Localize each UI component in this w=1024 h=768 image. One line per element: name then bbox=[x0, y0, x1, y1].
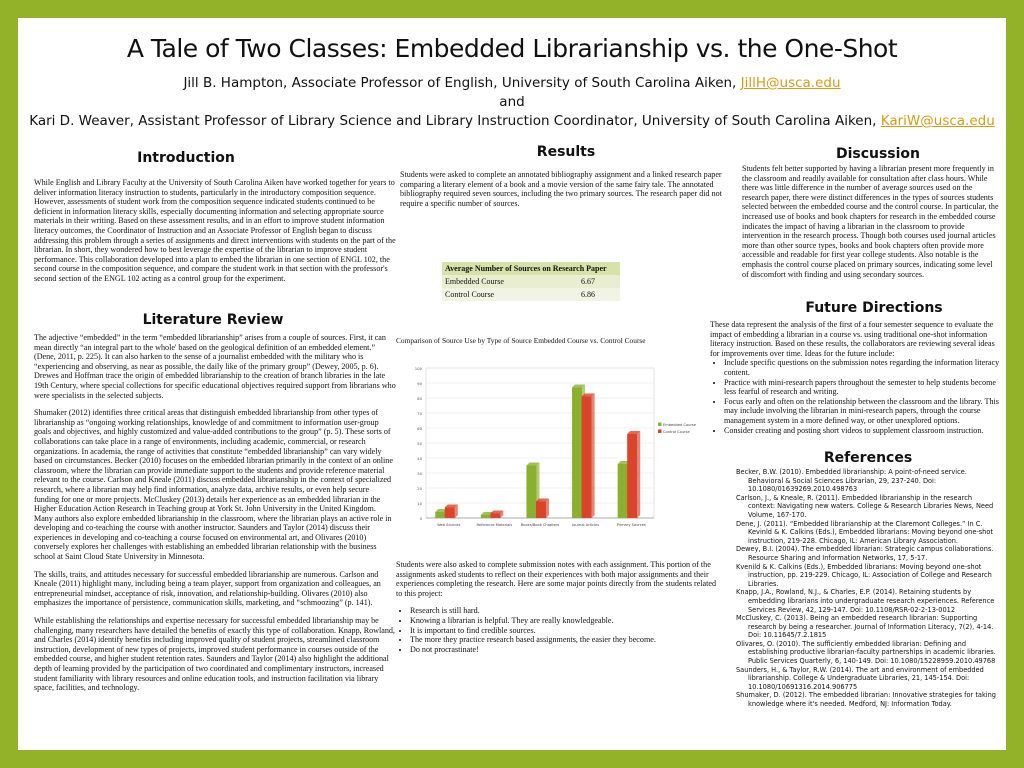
literature-paragraph-1: The adjective “embedded” in the term “embedded librarianship” arises from a couple of sources. First, it can mean directly “an integral part to the whole' based on the geological definition of an embedded element.” (Dene, 2011, p. 225). It can also harken to the sense of a journalist embedded with the military who is “experiencing and observing, as near as possible, the daily like of the primary group” (Dewey, 2005, p. 6). Drewes and Hoffman trace the origin of embedded librarianship to the creation of branch libraries in the late 19th Century, where special collections for specific educational objectives required support from librarians who were specialists in the selected subjects. bbox=[34, 333, 396, 400]
bar-side bbox=[546, 499, 549, 519]
list-item: • Knowing a librarian is helpful. They are really knowledgeable. bbox=[410, 616, 722, 626]
bar bbox=[445, 508, 455, 519]
bar-side bbox=[637, 431, 640, 518]
reference-item: Saunders, H., & Taylor, R.W. (2014). The art and environment of embedded librarianship. College & Undergraduate Libraries, 21, 145-154. Doi: 10.1080/10691316.2014.906775 bbox=[736, 665, 984, 691]
future-intro: These data represent the analysis of the first of a four semester sequence to evaluate the impact of embedding a librarian in a course vs. using traditional one-shot information literacy instruction. Based on these results, the collaborators are reviewing several ideas for improvements over time. Ideas for the future include: bbox=[710, 320, 995, 358]
literature-paragraph-2: Shumaker (2012) identifies three critical areas that distinguish embedded librarianship from other types of librarianship as “ongoing working relationships, knowledge of and commitment to information user-group goals and objectives, and highly customized and value-added contributions to the group” (p. 5). These sorts of collaborations can take place in a range of environments, including academic, commercial, or research organizations. In academia, the range of activities that constitute “embedded librarianship” can vary widely based on circumstances. Becker (2010) focuses on the embedded librarian primarily in the context of an online classroom, where the librarian can provide immediate support to the students and provide reference material relevant to the course. Carlson and Kneale (2011) discuss embedded librarianship in the context of specialized research, where a librarian may help find information, analyze data, archive results, or even help secure funding for one or more projects. McCluskey (2013) details her experience as an embedded librarian in the Higher Education Action Research in Teaching group at York St. John University in the United Kingdom. Many authors also explore embedded librarianship in the classroom, where the librarian plays an active role in developing and co-teaching the course with another instructor. Saunders and Taylor (2014) discuss their experiences in developing and co-teaching a course focused on environmental art, and Olivares (2010) conversely explores her challenges with establishing an embedded librarian relationship with the business school at Saint Cloud State University in Minnesota. bbox=[34, 408, 393, 562]
bar bbox=[627, 434, 637, 518]
and-text: and bbox=[499, 94, 525, 110]
references-list bbox=[736, 468, 998, 709]
y-tick-label: 50 bbox=[417, 441, 422, 446]
bar bbox=[526, 466, 536, 519]
table-header-row bbox=[442, 262, 620, 275]
list-item: • Practice with mini-research papers throughout the semester to help students become less fearful of research and writing. bbox=[724, 378, 1002, 397]
reference-item: Carlson, J., & Kneale, R. (2011). Embedded librarianship in the research context: Navigating new waters. College & Research Libraries News, Need Volume, 167-170. bbox=[736, 493, 994, 519]
table-cell-label: Control Course bbox=[445, 290, 495, 299]
y-tick-label: 30 bbox=[417, 471, 422, 476]
list-item: • Include specific questions on the submission notes regarding the information literacy content. bbox=[724, 358, 1002, 377]
reference-item: Shumaker, D. (2012). The embedded librarian: Innovative strategies for taking knowledge where it's needed. Medford, NJ: Information Today. bbox=[736, 691, 996, 709]
list-item: • The more they practice research based assignments, the easier they become. bbox=[410, 635, 722, 645]
reference-item: Dene, J. (2011). “Embedded librarianship at the Claremont Colleges.” In C. Kevinld & K. Calkins (Eds.), Embedded librarians: Moving beyond one-shot instruction, 219-228. Chicago, IL: American Library Association. bbox=[736, 519, 993, 545]
reference-item: Olivares, O. (2010). The sufficiently embedded librarian: Defining and establishing productive librarian-faculty partnerships in academic libraries. Public Services Quarterly, 6, 140-149. Doi: 10.1080/15228959.2010.49768 bbox=[736, 639, 996, 666]
legend-label: Embedded Course bbox=[663, 423, 696, 427]
bar bbox=[582, 397, 592, 519]
table-cell-value: 6.86 bbox=[581, 290, 596, 299]
references-heading: References bbox=[823, 450, 913, 466]
list-item: • It is important to find credible sources. bbox=[410, 626, 722, 636]
student-points-list bbox=[396, 606, 722, 654]
introduction-paragraph: While English and Library Faculty at the University of South Carolina Aiken have worked together for years to deliver information literacy instruction to students, particularly in the introductory composition sequence. However, assessments of student work from the composition sequence indicated students continued to be deficient in information literacy skills, especially documenting information and selecting appropriate source materials in their writing. Based on these assessment results, and in an effort to improve student information literacy outcomes, the Coordinator of Instruction and an Associate Professor of English began to discuss addressing this problem through a series of assignments and direct interventions with students on the part of the librarian. In short, they wondered how to best leverage the expertise of the librarian to improve student performance. This collaboration developed into a plan to embed the librarian in one section of ENGL 102, the second course in the composition sequence, and compare the student work in that section with the professor's second section of the ENGL 102 acting as a control group for the experiment. bbox=[34, 178, 396, 283]
list-item: • Research is still hard. bbox=[410, 606, 722, 616]
y-tick-label: 40 bbox=[417, 456, 422, 461]
list-item: • Do not procrastinate! bbox=[410, 645, 722, 655]
poster bbox=[18, 18, 1006, 750]
introduction-heading: Introduction bbox=[137, 150, 235, 166]
y-tick-label: 100 bbox=[414, 366, 422, 371]
y-tick-label: 60 bbox=[417, 426, 422, 431]
bar bbox=[490, 514, 500, 519]
reference-item: McCluskey, C. (2013). Being an embedded research librarian: Supporting research by being a researcher. Journal of Information Literacy, 7(2), 4-14. Doi: 10.11645/7.2.1815 bbox=[736, 614, 994, 640]
future-text bbox=[710, 320, 1002, 435]
bar-side bbox=[592, 394, 595, 519]
x-tick-label: Web Sources bbox=[437, 523, 461, 527]
chart-title: Comparison of Source Use by Type of Source Embedded Course vs. Control Course bbox=[396, 336, 646, 345]
y-tick-label: 70 bbox=[417, 411, 422, 416]
legend-swatch bbox=[658, 430, 662, 434]
results-text: Students were asked to complete an annotated bibliography assignment and a linked research paper comparing a literary element of a book and a movie version of the same fairy tale. The annotated bibliography required seven sources, including the two primary sources. The research paper did not require a specific number of sources. bbox=[400, 170, 722, 208]
bar bbox=[572, 388, 582, 519]
author-1-email-link[interactable]: JillH@usca.edu bbox=[740, 75, 841, 91]
reference-item: Becker, B.W. (2010). Embedded librarianship: A point-of-need service. Behavioral & Social Sciences Librarian, 29, 237-240. Doi: 10.1080/01639269.2010.498763 bbox=[736, 468, 967, 494]
author-2 bbox=[18, 112, 1006, 131]
list-item: • Consider creating and posting short videos to supplement classroom instruction. bbox=[724, 426, 1002, 436]
x-tick-label: Primary Sources bbox=[616, 523, 646, 527]
table-header: Average Number of Sources on Research Paper bbox=[445, 264, 607, 273]
discussion-heading: Discussion bbox=[835, 146, 921, 162]
literature-text bbox=[34, 333, 396, 701]
author-1 bbox=[18, 74, 1006, 93]
future-list bbox=[710, 358, 1002, 435]
table-row bbox=[442, 275, 620, 288]
author-block bbox=[18, 74, 1006, 131]
bar bbox=[618, 464, 628, 518]
poster-title: A Tale of Two Classes: Embedded Librarianship vs. the One-Shot bbox=[126, 34, 898, 63]
results-text-2 bbox=[396, 560, 722, 654]
literature-paragraph-4: While establishing the relationships and expertise necessary for successful embedded librarianship may be challenging, many researchers have detailed the benefits of exactly this type of collaboration. Knapp, Rowland, and Charles (2014) identify benefits including improved quality of student projects, streamlined classroom instruction, development of new types of projects, improved student performance in courses outside of the embedded course, and higher student retention rates. Saunders and Taylor (2014) also highlight the additional depth of learning provided by the participation of two coordinated and complimentary instructors, increased student familiarity with library resources and online education tools, and instruction facilitation via library space, facilities, and technology. bbox=[34, 616, 395, 693]
reference-item: Dewey, B.I. (2004). The embedded librarian: Strategic campus collaborations. Resource Sharing and Information Networks, 17, 5-17. bbox=[736, 545, 994, 562]
y-tick-label: 10 bbox=[417, 501, 422, 506]
y-tick-label: 80 bbox=[417, 396, 422, 401]
bar bbox=[481, 515, 491, 518]
table-cell-label: Embedded Course bbox=[445, 277, 504, 286]
bar bbox=[536, 502, 546, 519]
author-2-text: Kari D. Weaver, Assistant Professor of Library Science and Library Instruction Coordinator, University of South Carolina Aiken, bbox=[29, 113, 881, 129]
results-heading: Results bbox=[536, 144, 596, 160]
introduction-text bbox=[34, 178, 396, 292]
legend-label: Control Course bbox=[663, 430, 690, 434]
results-paragraph-2: Students were also asked to complete submission notes with each assignment. This portion of the assignments asked students to reflect on their experiences with both major assignments and their experiences completing the research. Here are some major points directly from the students related to this project: bbox=[396, 560, 717, 598]
reference-item: Knapp, J.A., Rowland, N.J., & Charles, E.P. (2014). Retaining students by embedding librarians into undergraduate research experiences. Reference Services Review, 42, 129-147. Doi: 10.1108/RSR-02-2-13-0012 bbox=[736, 588, 995, 614]
table-row bbox=[442, 288, 620, 301]
x-tick-label: Reference Materials bbox=[476, 523, 513, 527]
literature-heading: Literature Review bbox=[142, 312, 284, 328]
bar bbox=[435, 512, 445, 518]
y-tick-label: 90 bbox=[417, 381, 422, 386]
sources-table bbox=[442, 262, 620, 301]
table-cell-value: 6.67 bbox=[581, 277, 596, 286]
x-tick-label: Journal Articles bbox=[572, 523, 600, 527]
discussion-text: Students felt better supported by having a librarian present more frequently in the classroom and readily available for consultation after class hours. While there was little difference in the number of average sources used on the research paper, there were distinct differences in the types of sources students selected between the embedded course and the control course. In particular, the increased use of books and book chapters for research in the embedded course indicates the impact of having a librarian in the classroom to provide intervention in the research process. Though both courses used journal articles more than other source types, books and book chapters often provide more accessible and readable for first year college students. Also notable is the emphasis the control course placed on primary sources, indicating some level of discomfort with finding and using secondary sources. bbox=[742, 164, 999, 279]
reference-item: Kvenild & K. Calkins (Eds.), Embedded librarians: Moving beyond one-shot instruction, pp. 219-229. Chicago, IL: Association of College and Research Libraries. bbox=[736, 562, 992, 588]
author-1-text: Jill B. Hampton, Associate Professor of English, University of South Carolina Aiken, bbox=[183, 75, 741, 91]
source-chart bbox=[396, 348, 696, 528]
y-tick-label: 0 bbox=[419, 516, 422, 521]
x-tick-label: Books/Book Chapters bbox=[520, 523, 560, 527]
y-tick-label: 20 bbox=[417, 486, 422, 491]
literature-paragraph-3: The skills, traits, and attitudes necessary for successful embedded librarianship are numerous. Carlson and Kneale (2011) highlight many, including being a team player, support from organization and colleagues, an entrepreneurial mindset, acceptance of risk, innovation, and relationship-building. Olivares (2010) also emphasizes the importance of persistence, communication skills, marketing, and “schmoozing” (p. 141). bbox=[34, 569, 381, 608]
future-heading: Future Directions bbox=[805, 300, 943, 316]
list-item: • Focus early and often on the relationship between the classroom and the library. This may include involving the librarian in mini-research papers, through the course management system in a more defined way, or other unexplored options. bbox=[724, 397, 1002, 426]
author-2-email-link[interactable]: KariW@usca.edu bbox=[880, 113, 995, 129]
legend-swatch bbox=[658, 423, 662, 427]
